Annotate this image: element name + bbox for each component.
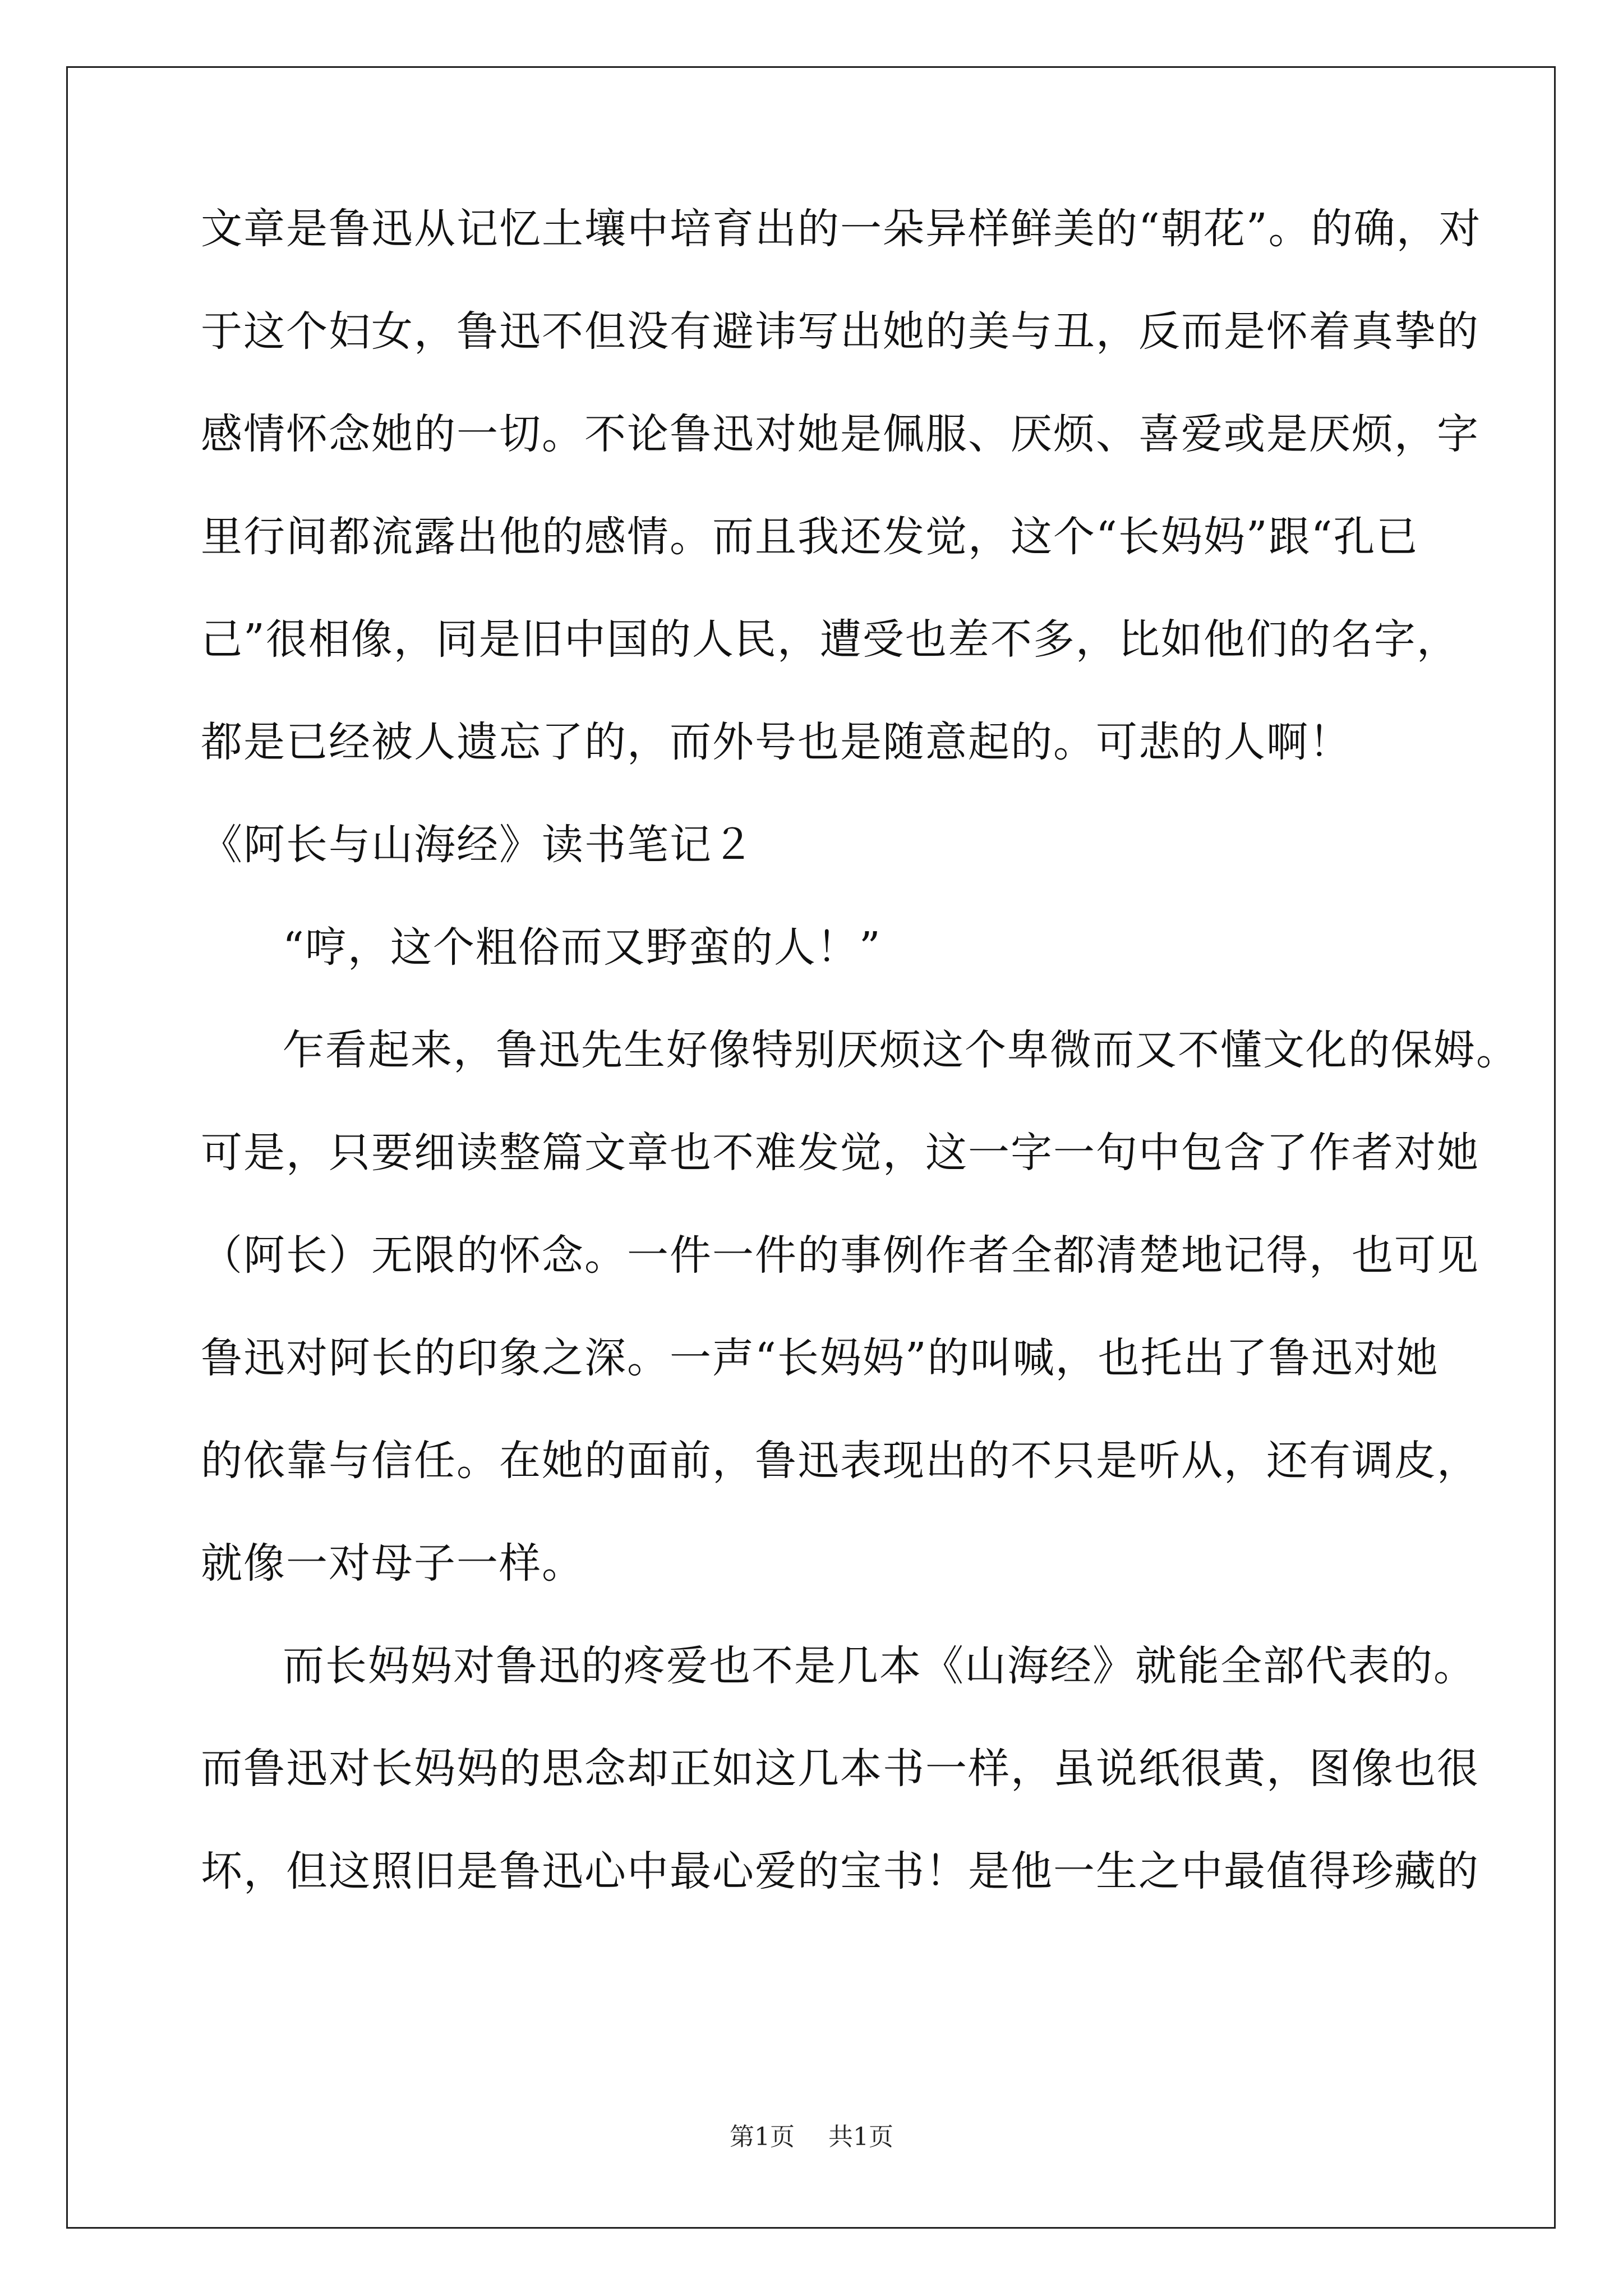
text-line: 都是已经被人遗忘了的，而外号也是随意起的。可悲的人啊！: [201, 718, 1352, 766]
text-line: 就像一对母子一样。: [201, 1539, 584, 1588]
text-line: 感情怀念她的一切。不论鲁迅对她是佩服、厌烦、喜爱或是厌烦，字: [201, 410, 1479, 458]
page-number: 第1页: [730, 2123, 795, 2151]
text-line: 的依靠与信任。在她的面前，鲁迅表现出的不只是听从，还有调皮，: [201, 1437, 1479, 1485]
text-line: （阿长）无限的怀念。一件一件的事例作者全都清楚地记得，也可见: [201, 1231, 1479, 1280]
text-line: 坏，但这照旧是鲁迅心中最心爱的宝书！是他一生之中最值得珍藏的: [201, 1847, 1479, 1895]
text-line: 而长妈妈对鲁迅的疼爱也不是几本《山海经》就能全部代表的。: [283, 1642, 1476, 1690]
text-line: 文章是鲁迅从记忆土壤中培育出的一朵异样鲜美的“朝花”。的确，对: [201, 205, 1482, 253]
page-total: 共1页: [828, 2123, 893, 2151]
text-line: 己”很相像，同是旧中国的人民，遭受也差不多，比如他们的名字，: [201, 615, 1459, 664]
page-footer: [0, 2120, 1623, 2154]
text-line: 而鲁迅对长妈妈的思念却正如这几本书一样，虽说纸很黄，图像也很: [201, 1745, 1479, 1793]
text-line: 里行间都流露出他的感情。而且我还发觉，这个“长妈妈”跟“孔已: [201, 513, 1419, 561]
section-title: 《阿长与山海经》读书笔记２: [201, 821, 755, 869]
text-line: 乍看起来，鲁迅先生好像特别厌烦这个卑微而又不懂文化的保姆。: [283, 1026, 1519, 1074]
text-line: 于这个妇女，鲁迅不但没有避讳写出她的美与丑，反而是怀着真挚的: [201, 307, 1479, 356]
text-line: “哼，这个粗俗而又野蛮的人！”: [283, 923, 882, 972]
document-body: [201, 202, 1519, 1947]
text-line: 可是，只要细读整篇文章也不难发觉，这一字一句中包含了作者对她: [201, 1129, 1479, 1177]
text-line: 鲁迅对阿长的印象之深。一声“长妈妈”的叫喊，也托出了鲁迅对她: [201, 1334, 1439, 1382]
